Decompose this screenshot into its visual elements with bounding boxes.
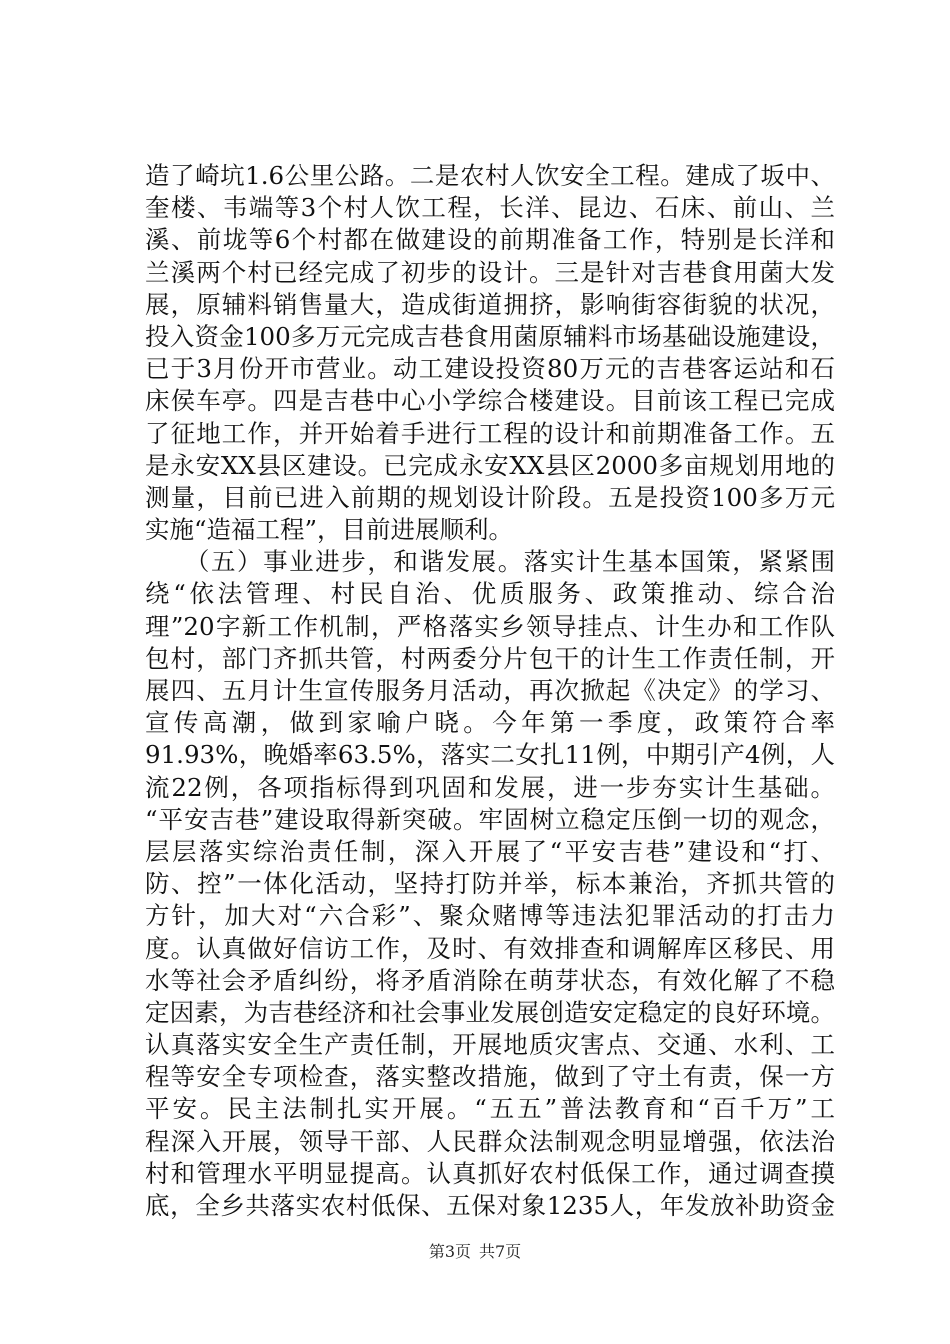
text-line: 底，全乡共落实农村低保、五保对象1235人，年发放补助资金	[145, 1191, 835, 1220]
text-line: 造了崎坑1.6公里公路。二是农村人饮安全工程。建成了坂中、	[145, 161, 835, 190]
text-line: 包村，部门齐抓共管，村两委分片包干的计生工作责任制，开	[145, 643, 835, 673]
page-footer	[0, 1242, 950, 1262]
page-total: 共7页	[479, 1242, 522, 1261]
text-line: 91.93%，晚婚率63.5%，落实二女扎11例，中期引产4例，人	[145, 740, 835, 770]
text-line: 防、控”一体化活动，坚持打防并举，标本兼治，齐抓共管的	[145, 869, 835, 899]
text-line: 床侯车亭。四是吉巷中心小学综合楼建设。目前该工程已完成	[145, 386, 835, 416]
text-line: 定因素，为吉巷经济和社会事业发展创造安定稳定的良好环境。	[145, 997, 835, 1027]
text-line: 已于3月份开市营业。动工建设投资80万元的吉巷客运站和石	[145, 354, 835, 384]
text-line: 平安。民主法制扎实开展。“五五”普法教育和“百千万”工	[145, 1094, 835, 1124]
text-line: 绕“依法管理、村民自治、优质服务、政策推动、综合治	[145, 579, 835, 609]
text-line: 程等安全专项检查，落实整改措施，做到了守土有责，保一方	[145, 1062, 835, 1092]
text-line: 理”20字新工作机制，严格落实乡领导挂点、计生办和工作队	[145, 611, 835, 641]
text-line: 程深入开展，领导干部、人民群众法制观念明显增强，依法治	[145, 1126, 835, 1156]
text-line: 方针，加大对“六合彩”、聚众赌博等违法犯罪活动的打击力	[145, 901, 835, 931]
text-line: 溪、前垅等6个村都在做建设的前期准备工作，特别是长洋和	[145, 225, 835, 255]
text-line: 村和管理水平明显提高。认真抓好农村低保工作，通过调查摸	[145, 1158, 835, 1188]
text-line: 是永安XX县区建设。已完成永安XX县区2000多亩规划用地的	[145, 450, 835, 480]
text-line: 认真落实安全生产责任制，开展地质灾害点、交通、水利、工	[145, 1030, 835, 1060]
text-line: “平安吉巷”建设取得新突破。牢固树立稳定压倒一切的观念，	[145, 804, 835, 834]
text-line: 投入资金100多万元完成吉巷食用菌原辅料市场基础设施建设，	[145, 321, 835, 351]
page-number: 第3页	[428, 1242, 471, 1261]
text-line: 宣传高潮，做到家喻户晓。今年第一季度，政策符合率	[145, 708, 835, 738]
text-line: 奎楼、韦端等3个村人饮工程，长洋、昆边、石床、前山、兰	[145, 193, 835, 223]
text-line: 度。认真做好信访工作，及时、有效排查和调解库区移民、用	[145, 933, 835, 963]
text-line: （五）事业进步，和谐发展。落实计生基本国策，紧紧围	[145, 547, 835, 577]
text-line: 展，原辅料销售量大，造成街道拥挤，影响街容街貌的状况，	[145, 289, 835, 319]
paragraph-end-line: 实施“造福工程”，目前进展顺利。	[145, 515, 514, 545]
text-line: 展四、五月计生宣传服务月活动，再次掀起《决定》的学习、	[145, 676, 835, 705]
text-line: 层层落实综治责任制，深入开展了“平安吉巷”建设和“打、	[145, 836, 835, 866]
document-body	[145, 160, 835, 1222]
text-line: 兰溪两个村已经完成了初步的设计。三是针对吉巷食用菌大发	[145, 257, 835, 287]
text-line: 了征地工作，并开始着手进行工程的设计和前期准备工作。五	[145, 418, 835, 448]
text-line: 水等社会矛盾纠纷，将矛盾消除在萌芽状态，有效化解了不稳	[145, 965, 835, 995]
text-line: 测量，目前已进入前期的规划设计阶段。五是投资100多万元	[145, 482, 835, 512]
text-line: 流22例，各项指标得到巩固和发展，进一步夯实计生基础。	[145, 772, 835, 802]
